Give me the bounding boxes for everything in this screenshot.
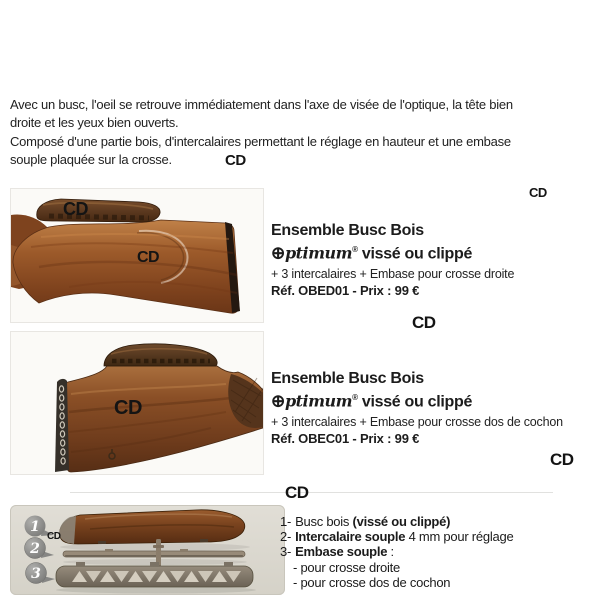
legend-subitem-2: - pour crosse dos de cochon (293, 574, 451, 590)
exploded-parts-diagram (10, 505, 285, 595)
badge-3-number: 3 (31, 566, 41, 582)
legend-item-bold: Embase souple (295, 544, 388, 560)
cd-watermark: CD (529, 185, 547, 200)
optimum-logo-o-icon: ⊕ (271, 391, 285, 411)
product-option: vissé ou clippé (357, 393, 473, 411)
intro-text (10, 96, 522, 170)
optimum-logo-o-icon: ⊕ (271, 243, 285, 263)
legend-item-bold: Intercalaire souple (295, 529, 406, 545)
legend-item-number: 2- (280, 529, 292, 545)
product-info-2 (271, 369, 596, 446)
legend-item-2 (280, 529, 590, 544)
cd-watermark: CD (47, 531, 61, 542)
product-ref-price: Réf. OBED01 - Prix : 99 € (271, 283, 420, 299)
intro-paragraph-1: Avec un busc, l'oeil se retrouve immédiatement dans l'axe de visée de l'optique, la tête bien droite et les yeux bien ouverts. (10, 97, 513, 130)
legend-item-text: 4 mm pour réglage (405, 529, 514, 545)
product-info-1 (271, 221, 596, 298)
legend-item-number: 1- (280, 514, 292, 529)
optimum-logo-text: ptimum (284, 243, 353, 263)
cd-watermark: CD (63, 199, 88, 219)
product-brand-line (271, 388, 596, 411)
badge-2-number: 2 (30, 541, 40, 557)
parts-legend (280, 514, 590, 590)
cd-watermark: CD (285, 483, 309, 502)
product-title: Ensemble Busc Bois (271, 370, 424, 387)
product-ref-price: Réf. OBEC01 - Prix : 99 € (271, 431, 420, 447)
legend-item-number: 3- (280, 544, 292, 560)
cd-watermark: CD (412, 313, 436, 332)
product-option: vissé ou clippé (357, 245, 473, 263)
cd-watermark: CD (114, 397, 142, 419)
legend-item-1 (280, 514, 590, 529)
exploded-parts-illustration (10, 505, 285, 595)
optimum-logo-text: ptimum (284, 391, 353, 411)
cd-watermark: CD (137, 249, 160, 266)
legend-item-text: : (387, 544, 394, 560)
intro-paragraph-2: Composé d'une partie bois, d'intercalaires permettant le réglage en hauteur et une embase souple plaquée sur la crosse. (10, 134, 511, 167)
cd-watermark: CD (550, 450, 574, 469)
cd-watermark: CD (225, 152, 246, 169)
legend-item-bold: (vissé ou clippé) (352, 514, 451, 529)
registered-mark: ® (352, 245, 358, 254)
product-details: + 3 intercalaires + Embase pour crosse dos de cochon (271, 415, 563, 430)
badge-3 (26, 563, 56, 584)
legend-item-text: Busc bois (295, 514, 353, 529)
product-details: + 3 intercalaires + Embase pour crosse droite (271, 267, 515, 282)
registered-mark: ® (352, 393, 358, 402)
product-brand-line (271, 240, 596, 263)
part-embase-souple (56, 566, 253, 587)
product-title: Ensemble Busc Bois (271, 222, 424, 239)
legend-subitem-1: - pour crosse droite (293, 559, 400, 575)
section-divider (70, 492, 553, 493)
badge-1-number: 1 (30, 519, 40, 535)
legend-item-3 (280, 544, 590, 559)
